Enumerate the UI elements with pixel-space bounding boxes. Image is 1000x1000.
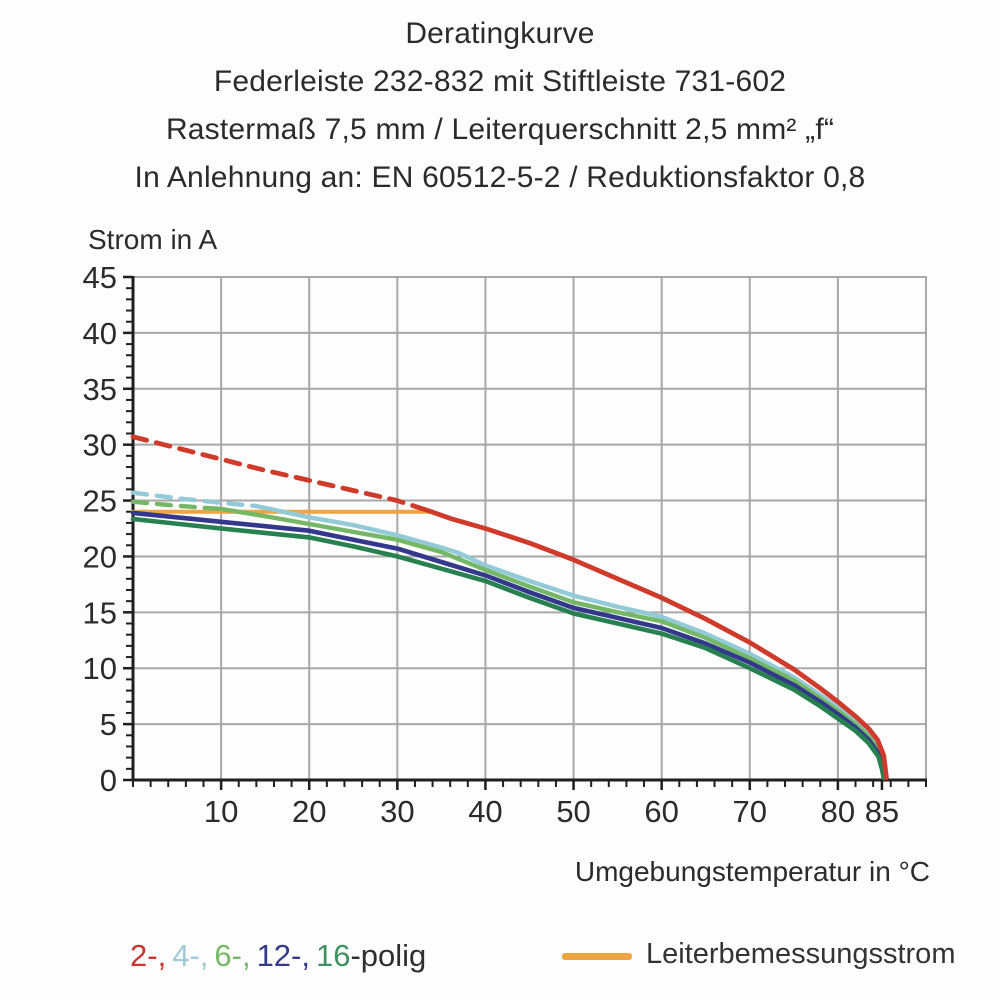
- legend-pole-group: [130, 938, 432, 974]
- y-tick-label: 15: [82, 595, 117, 631]
- title-line-standard: In Anlehnung an: EN 60512-5-2 / Reduktionsfaktor 0,8: [134, 161, 866, 194]
- x-axis-title: Umgebungstemperatur in °C: [574, 856, 930, 887]
- x-tick-label: 50: [556, 794, 591, 829]
- y-tick-label: 0: [99, 763, 117, 798]
- x-tick-label: 70: [732, 794, 768, 829]
- y-tick-label: 25: [82, 483, 117, 519]
- rated-current-label: Leiterbemessungsstrom: [646, 938, 956, 970]
- plot-frame: [133, 277, 926, 780]
- legend-pole-label-2: 2-,: [130, 938, 167, 973]
- y-tick-label: 5: [99, 707, 117, 743]
- x-tick-label: 60: [644, 794, 679, 829]
- y-tick-label: 30: [82, 427, 117, 463]
- curve-6-polig: [221, 509, 885, 778]
- curve-12-polig: [133, 513, 885, 778]
- y-tick-label: 10: [82, 651, 117, 687]
- legend-rated-current: [562, 938, 955, 971]
- curve-4-polig-ohne-begrenzung: [133, 493, 256, 506]
- legend-polig-suffix: -polig: [350, 938, 427, 973]
- x-tick-label: 20: [291, 794, 327, 829]
- y-tick-label: 40: [82, 315, 117, 351]
- y-tick-label: 20: [82, 539, 117, 575]
- x-tick-label: 85: [864, 794, 900, 829]
- x-tick-label: 30: [380, 794, 415, 829]
- curve-16-polig: [133, 519, 884, 778]
- y-tick-label: 45: [82, 260, 117, 295]
- curve-2-polig: [428, 511, 886, 778]
- legend-row: [0, 938, 1000, 988]
- x-tick-label: 80: [820, 794, 856, 829]
- legend-pole-label-12: 12-,: [256, 938, 310, 973]
- page-title: Deratingkurve: [405, 17, 595, 50]
- legend-pole-label-16: 16: [315, 938, 351, 973]
- rated-current-line-icon: [562, 953, 632, 960]
- y-tick-label: 35: [82, 371, 117, 407]
- x-tick-label: 40: [468, 794, 503, 829]
- y-axis-title: Strom in A: [88, 224, 218, 255]
- legend-pole-label-4: 4-,: [172, 938, 209, 973]
- x-tick-label: 10: [203, 794, 239, 829]
- legend-pole-label-6: 6-,: [214, 938, 251, 973]
- title-line-spec: Rastermaß 7,5 mm / Leiterquerschnitt 2,5 mm² „f“: [165, 113, 835, 146]
- curve-2-polig-ohne-begrenzung: [133, 437, 428, 511]
- title-line-product: Federleiste 232-832 mit Stiftleiste 731-602: [213, 65, 787, 98]
